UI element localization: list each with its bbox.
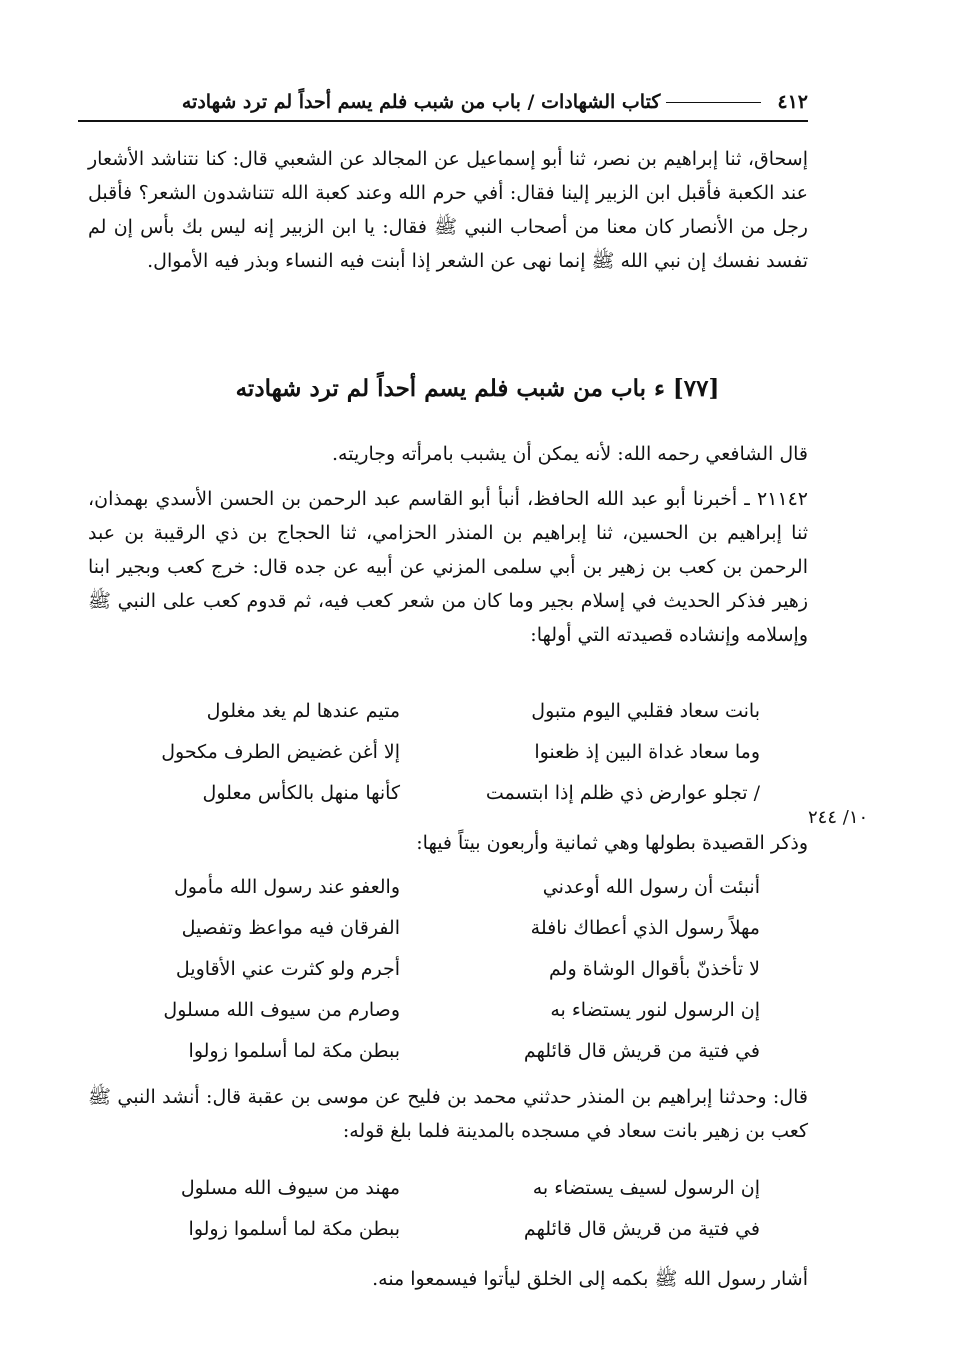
verse-second-hemistich: إلا أغن غضيض الطرف مكحول: [161, 740, 400, 763]
verse-second-hemistich: ببطن مكة لما أسلموا زولوا: [188, 1039, 400, 1062]
verse-first-hemistich: / تجلو عوارض ذي ظلم إذا ابتسمت: [485, 781, 760, 804]
closing-paragraph: [88, 1262, 808, 1296]
verse: [100, 690, 760, 731]
verse-first-hemistich: في فتية من قريش قال قائلهم: [523, 1039, 760, 1062]
poem-block-1: [100, 690, 760, 813]
verse-first-hemistich: إن الرسول لسيف يستضاء به: [532, 1176, 760, 1199]
verse: [100, 731, 760, 772]
poem-note: [88, 826, 808, 860]
verse-second-hemistich: وصارم من سيوف الله مسلول: [163, 998, 400, 1021]
verse: [100, 866, 760, 907]
verse-second-hemistich: كأنها منهل بالكأس معلول: [202, 781, 400, 804]
verse: [100, 772, 760, 813]
verse-first-hemistich: إن الرسول لنور يستضاء به: [550, 998, 760, 1021]
chapter-heading: [٧٧] ء باب من شبب فلم يسم أحداً لم ترد شهادته: [235, 375, 720, 402]
hadith-text: ٢١١٤٢ ـ أخبرنا أبو عبد الله الحافظ، أنبأ أبو القاسم عبد الرحمن بن الحسن الأسدي بهمذان، ثنا إبراهيم بن الحسين، ثنا إبراهيم بن المنذر الحزامي، ثنا الحجاج بن ذي الرقيبة بن عبد الرحمن بن كعب بن زهير بن أبي سلمى المزني عن أبيه عن جده قال: خرج كعب وبجير ابنا زهير فذكر الحديث في إسلام بجير وما كان من شعر كعب فيه، ثم قدوم كعب على النبي ﷺ وإسلامه وإنشاده قصيدته التي أولها:: [88, 488, 808, 646]
verse-second-hemistich: متيم عندها لم يغد مغلول: [206, 699, 400, 722]
poem-block-2: [100, 866, 760, 1071]
shafii-text: قال الشافعي رحمه الله: لأنه يمكن أن يشبب بامرأته وجاريته.: [332, 443, 808, 465]
verse-second-hemistich: الفرقان فيه مواعظ وتفصيل: [181, 916, 400, 939]
second-narration-text: قال: وحدثنا إبراهيم بن المنذر حدثني محمد بن فليح عن موسى بن عقبة قال: أنشد النبي ﷺ كعب بن زهير بانت سعاد في مسجده بالمدينة فلما بلغ قوله:: [88, 1086, 808, 1142]
second-narration: [88, 1080, 808, 1148]
verse: [100, 1208, 760, 1249]
verse-first-hemistich: وما سعاد غداة البين إذ ظعنوا: [534, 740, 760, 763]
running-header: [78, 84, 808, 122]
hadith-paragraph: [88, 482, 808, 652]
verse: [100, 948, 760, 989]
intro-text: إسحاق، ثنا إبراهيم بن نصر، ثنا أبو إسماعيل عن المجالد عن الشعبي قال: كنا نتناشد الأشعار عند الكعبة فأقبل ابن الزبير إلينا فقال: أفي حرم الله وعند كعبة الله تتناشدون الشعر؟ فأقبل رجل من الأنصار كان معنا من أصحاب النبي ﷺ فقال: يا ابن الزبير إنه ليس بك بأس إن لم تفسد نفسك إن نبي الله ﷺ إنما نهى عن الشعر إذا أبنت فيه النساء وبذر فيه الأموال.: [88, 148, 808, 272]
verse-second-hemistich: ببطن مكة لما أسلموا زولوا: [188, 1217, 400, 1240]
intro-paragraph: [88, 142, 808, 278]
verse-second-hemistich: أجرم ولو كثرت عني الأقاويل: [175, 957, 400, 980]
verse-first-hemistich: أنبئت أن رسول الله أوعدني: [542, 875, 760, 898]
margin-page-reference: ١٠/ ٢٤٤: [808, 807, 869, 828]
shafii-quote: [88, 437, 808, 471]
verse: [100, 907, 760, 948]
verse-first-hemistich: لا تأخذنّ بأقوال الوشاة ولم: [549, 957, 760, 980]
closing-text: أشار رسول الله ﷺ بكمه إلى الخلق ليأتوا فيسمعوا منه.: [372, 1268, 808, 1290]
verse-second-hemistich: والعفو عند رسول الله مأمول: [173, 875, 400, 898]
header-title: كتاب الشهادات / باب من شبب فلم يسم أحداً لم ترد شهادته: [181, 91, 661, 113]
verse-second-hemistich: مهند من سيوف الله مسلول: [180, 1176, 400, 1199]
verse-first-hemistich: مهلاً رسول الذي أعطاك نافلة: [530, 916, 760, 939]
verse-first-hemistich: في فتية من قريش قال قائلهم: [523, 1217, 760, 1240]
page-number: ٤١٢: [777, 91, 808, 113]
poem-note-text: وذكر القصيدة بطولها وهي ثمانية وأربعون بيتاً فيها:: [416, 832, 808, 854]
verse: [100, 989, 760, 1030]
poem-block-3: [100, 1167, 760, 1249]
verse-first-hemistich: بانت سعاد فقلبي اليوم متبول: [531, 699, 760, 722]
header-rule: [666, 102, 761, 103]
verse: [100, 1030, 760, 1071]
verse: [100, 1167, 760, 1208]
